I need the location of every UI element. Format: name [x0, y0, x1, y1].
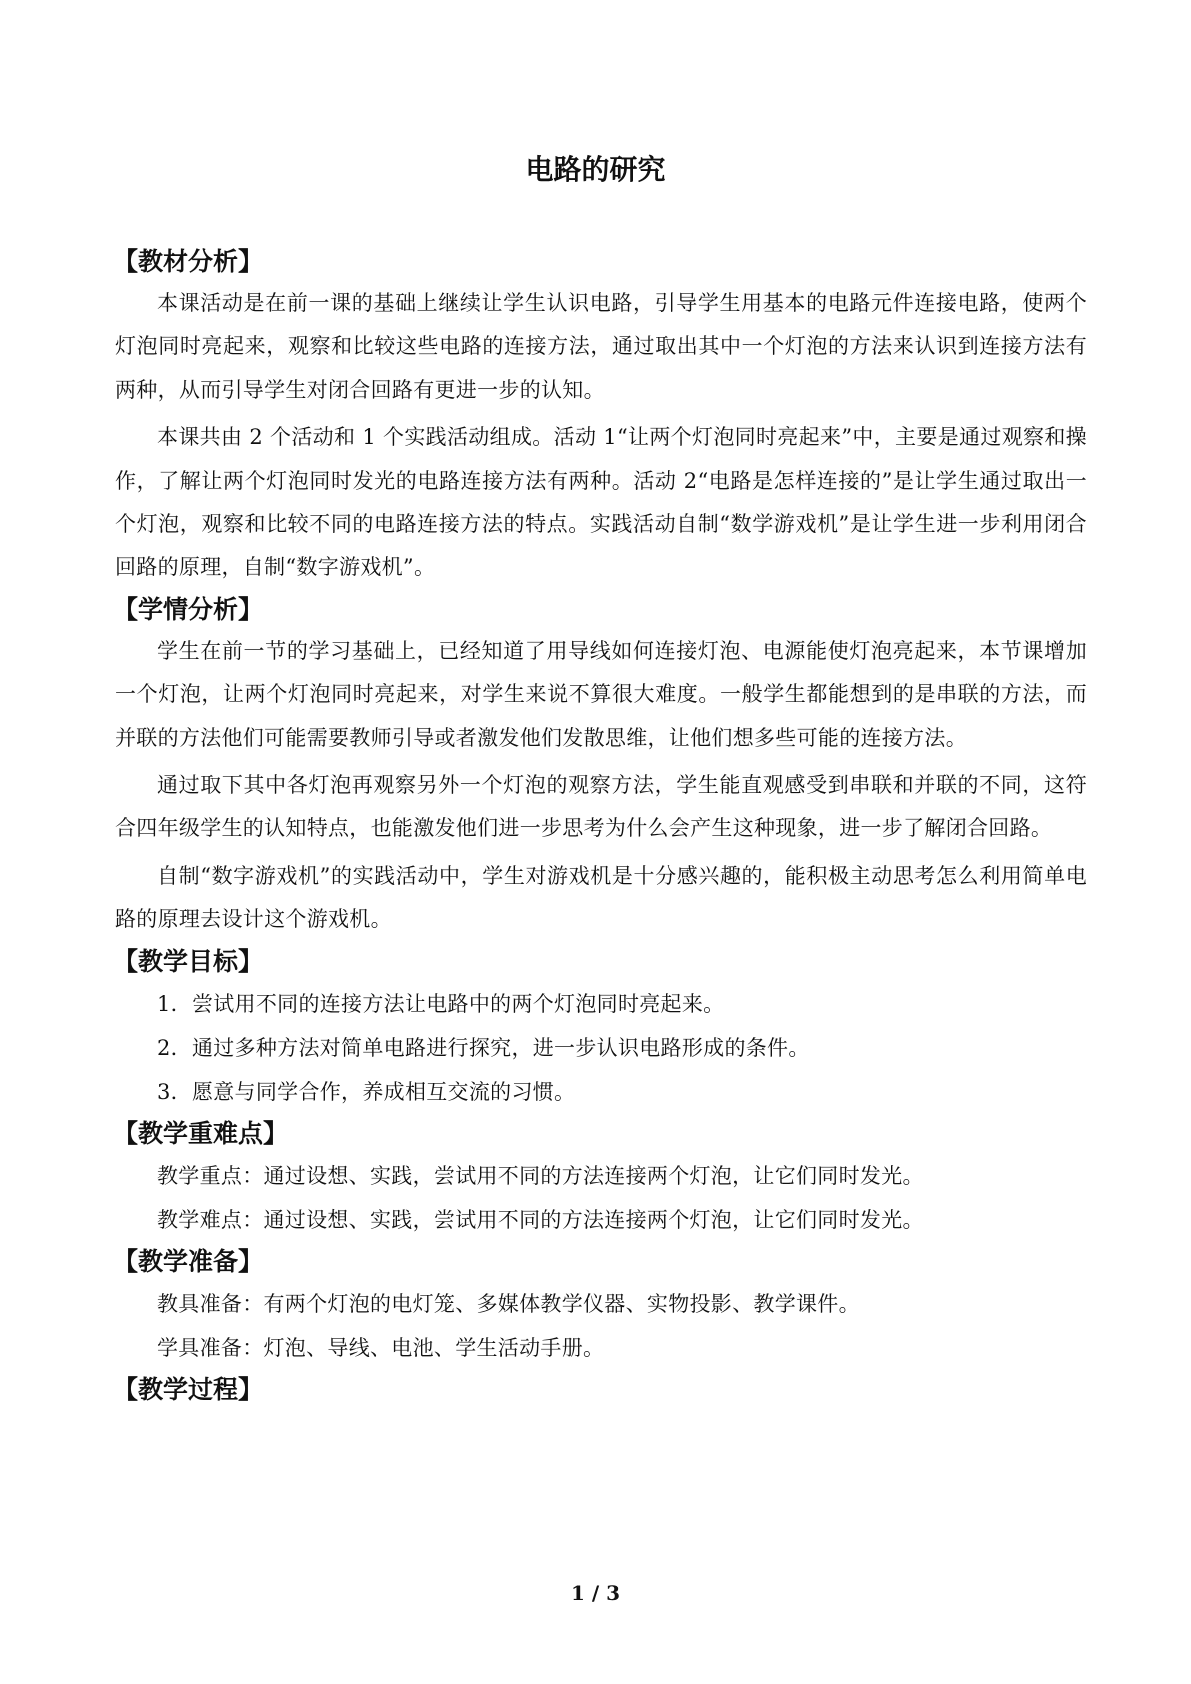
section-heading: 【教学重难点】	[113, 1118, 289, 1148]
section-student-analysis	[115, 590, 1087, 942]
section-teaching-goals	[115, 942, 1087, 1114]
paragraph: 通过取下其中各灯泡再观察另外一个灯泡的观察方法，学生能直观感受到串联和并联的不同，这符合四年级学生的认知特点，也能激发他们进一步思考为什么会产生这种现象，进一步了解闭合回路。	[115, 773, 1087, 841]
key-point-item: 教学难点：通过设想、实践，尝试用不同的方法连接两个灯泡，让它们同时发光。	[157, 1207, 924, 1232]
section-heading: 【教学目标】	[113, 946, 264, 976]
key-point-item: 教学重点：通过设想、实践，尝试用不同的方法连接两个灯泡，让它们同时发光。	[157, 1163, 924, 1188]
paragraph: 自制“数字游戏机”的实践活动中，学生对游戏机是十分感兴趣的，能积极主动思考怎么利用简单电路的原理去设计这个游戏机。	[115, 863, 1087, 932]
section-heading: 【教学过程】	[113, 1374, 264, 1404]
page-title: 电路的研究	[525, 153, 666, 186]
section-textbook-analysis	[115, 242, 1087, 590]
document-body	[115, 242, 1087, 1410]
preparation-item: 教具准备：有两个灯泡的电灯笼、多媒体教学仪器、实物投影、教学课件。	[157, 1291, 860, 1316]
page-number: 1 / 3	[570, 1581, 621, 1605]
section-heading: 【教材分析】	[113, 247, 264, 276]
section-key-points	[115, 1114, 1087, 1242]
paragraph: 学生在前一节的学习基础上，已经知道了用导线如何连接灯泡、电源能使灯泡亮起来，本节课增加一个灯泡，让两个灯泡同时亮起来，对学生来说不算很大难度。一般学生都能想到的是串联的方法，而并联的方法他们可能需要教师引导或者激发他们发散思维，让他们想多些可能的连接方法。	[115, 638, 1087, 750]
paragraph: 本课活动是在前一课的基础上继续让学生认识电路，引导学生用基本的电路元件连接电路，使两个灯泡同时亮起来，观察和比较这些电路的连接方法，通过取出其中一个灯泡的方法来认识到连接方法有两种，从而引导学生对闭合回路有更进一步的认知。	[115, 291, 1087, 402]
goal-item: 1．尝试用不同的连接方法让电路中的两个灯泡同时亮起来。	[157, 991, 725, 1016]
preparation-item: 学具准备：灯泡、导线、电池、学生活动手册。	[157, 1335, 605, 1360]
section-heading: 【教学准备】	[113, 1246, 264, 1276]
section-heading: 【学情分析】	[113, 594, 264, 624]
goal-item: 3．愿意与同学合作，养成相互交流的习惯。	[157, 1079, 576, 1104]
section-preparation	[115, 1242, 1087, 1370]
paragraph: 本课共由 2 个活动和 1 个实践活动组成。活动 1“让两个灯泡同时亮起来”中，主要是通过观察和操作，了解让两个灯泡同时发光的电路连接方法有两种。活动 2“电路是怎样连接的”是让学生通过取出一个灯泡，观察和比较不同的电路连接方法的特点。实践活动自制“数学游戏机”是让学生进一步利用闭合回路的原理，自制“数字游戏机”。	[115, 425, 1087, 580]
section-teaching-process	[115, 1370, 1087, 1410]
goal-item: 2．通过多种方法对简单电路进行探究，进一步认识电路形成的条件。	[157, 1035, 810, 1060]
